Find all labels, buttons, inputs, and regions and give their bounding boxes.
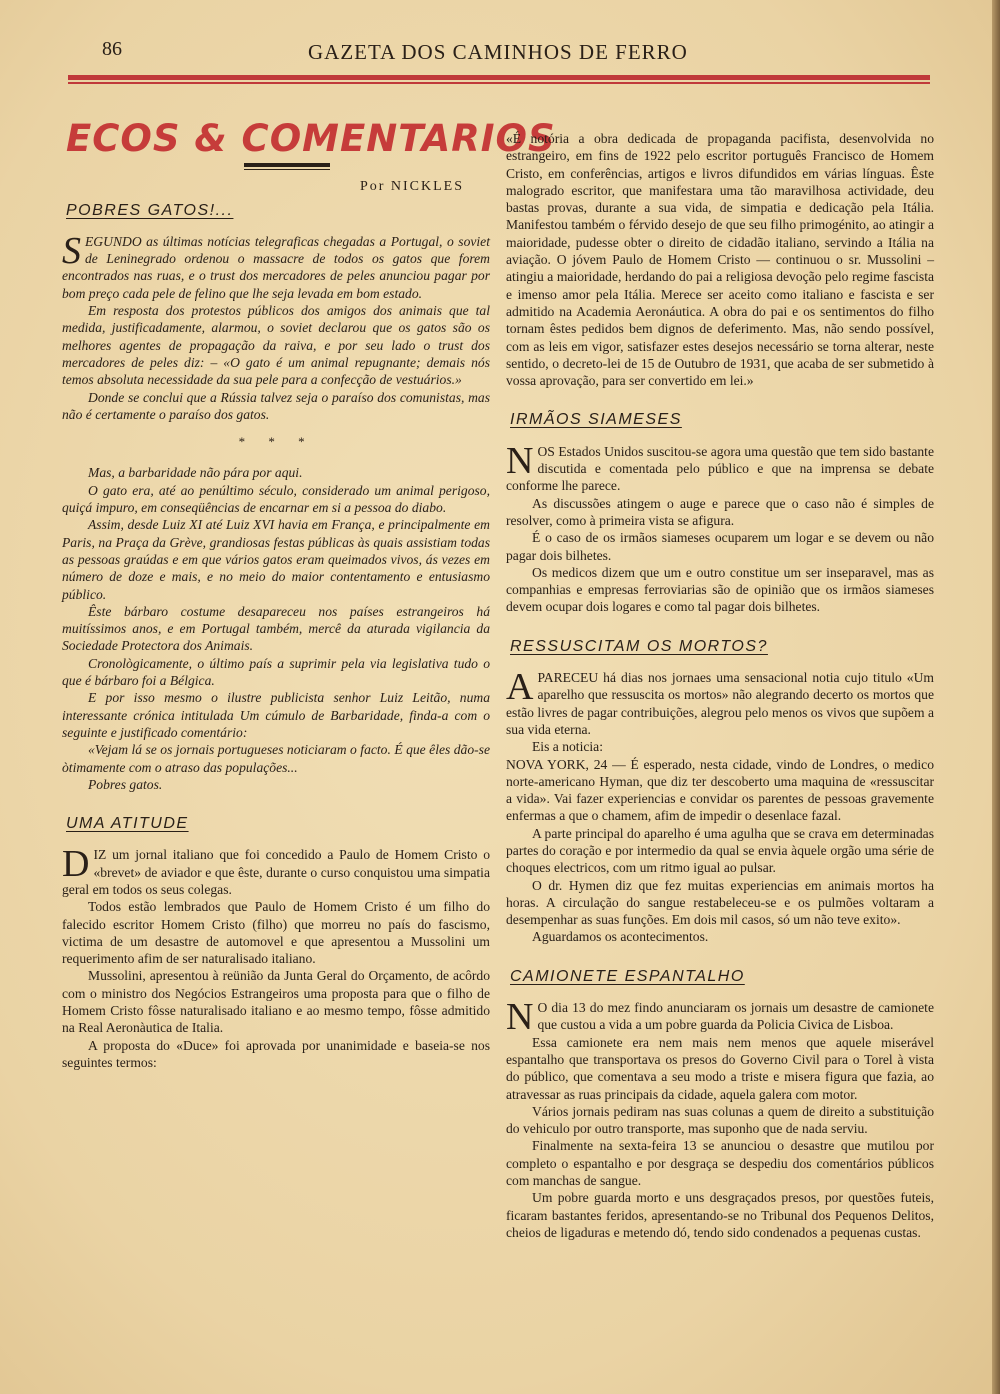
paragraph: É o caso de os irmãos siameses ocuparem um logar e se devem ou não pagar dois bilhetes. — [506, 530, 934, 563]
paragraph: NOS Estados Unidos suscitou-se agora uma questão que tem sido bastante discutida e comentada pelo público e que na imprensa se debate conforme lhe parece. — [506, 439, 934, 494]
paragraph: NOVA YORK, 24 — É esperado, nesta cidade, vindo de Londres, o medico norte-americano Hyman, que diz ter descoberto uma maquina de «ressuscitar a vida». Vai fazer experiencias e convidar os parentes de pessoas gravemente enfermas a que o chamem, afim de impedir o desenlace fazal. — [506, 756, 934, 824]
paragraph: Mussolini, apresentou à reünião da Junta Geral do Orçamento, de acôrdo com o ministro dos Negócios Estrangeiros uma proposta para que o filho de Homem Cristo fôsse naturalisado italiano e ao mesmo tempo, fôsse admitido na Real Aeronàutica de Italia. — [62, 968, 490, 1036]
header-rule-thin — [68, 82, 930, 84]
paragraph: Essa camionete era nem mais nem menos que aquele miserável espantalho que transportava os presos do Governo Civil para o Torel à vista do público, que comentava a seu modo a triste e misera figura que fazia, ao atravessar as ruas principais da cidade, aquela galera com motor. — [506, 1034, 934, 1102]
paragraph: A parte principal do aparelho é uma agulha que se crava em determinadas partes do coração e por intermedio da qual se envia àquele orgão uma série de choques electricos, com um ritmo igual ao pulsar. — [506, 825, 934, 876]
paragraph: Assim, desde Luiz XI até Luiz XVI havia em França, e principalmente em Paris, na Praça da Grève, grandiosas festas públicas às quais assistiam todas as pessoas graúdas e em que vários gatos eram queimados vivos, ás vezes em número de doze e mais, e no meio do maior contentamento e entusiasmo público. — [62, 517, 490, 602]
paragraph-continued: «É notória a obra dedicada de propaganda pacifista, desenvolvida no estrangeiro, em fins de 1922 pelo escritor português Francisco de Homem Cristo, em conferências, artigos e livros difundidos em várias línguas. Êste malogrado escritor, que manifestara uma tão maravilhosa actividade, deu bastas provas, durante a sua vida, de simpatia e dedicação pela Itália. Manifestou também o férvido desejo de que seu filho primogénito, ao atingir a maioridade, pudesse obter o direito de cidadão italiano, servindo a Itália na aviação. O jóvem Paulo de Homem Cristo — continuou o sr. Mussolini – atingiu a maioridade, herdando do pai a religiosa devoção pelo regime fascista e imenso amor pela Itália. Merece ser aceito como italiano e fascista e ser admitido na Academia Aeronáutica. A obra do pai e os sentimentos do filho tornam êstes pedidos bem dignos de deferimento. Mas, não sendo possível, com as leis em vigor, satisfazer estes desejos necessário se torna alterar, neste sentido, o decreto-lei de 15 de Outubro de 1931, que acaba de ser submetido à vossa aprovação, para ser convertido em lei.» — [506, 131, 934, 389]
section-separator: * * * — [238, 434, 314, 450]
paragraph: «Vejam lá se os jornais portugueses noticiaram o facto. É que êles dão-se òtimamente com o atraso das populações... — [62, 742, 490, 775]
paragraph: Os medicos dizem que um e outro constitue um ser inseparavel, mas as companhias e empresas ferroviarias são de opinião que os irmãos siameses devem ocupar dois logares e como tal pagar dois bilhetes. — [506, 564, 934, 615]
drop-cap: S — [62, 229, 81, 272]
left-column — [62, 117, 556, 1071]
title-divider-thin — [244, 169, 330, 170]
paragraph: Êste bárbaro costume desapareceu nos países estrangeiros há muitíssimos anos, e em Portugal também, mercê da aturada vigilancia da Sociedade Protectora dos Animais. — [62, 603, 490, 654]
paragraph: APARECEU há dias nos jornaes uma sensacional notia cujo titulo «Um aparelho que ressuscita os mortos» não alegrando decerto os mortos que estão livres de pagar contribuições, alegrou pelo menos os vivos que supõem a sua vida eterna. — [506, 666, 934, 737]
drop-cap: N — [506, 996, 534, 1039]
paragraph: A proposta do «Duce» foi aprovada por unanimidade e baseia-se nos seguintes termos: — [62, 1037, 490, 1070]
drop-cap: D — [62, 843, 90, 886]
paragraph: O gato era, até ao penúltimo século, considerado um animal perigoso, quiçá impuro, em conseqüências de encarnar em si a pessoa do diabo. — [62, 482, 490, 516]
title-divider — [244, 163, 330, 167]
right-column — [506, 130, 934, 1241]
section-body-pobres-gatos — [62, 229, 490, 793]
section-title-uma-atitude: UMA ATITUDE — [66, 815, 189, 833]
section-body-irmaos-siameses — [506, 439, 934, 616]
paragraph: Aguardamos os acontecimentos. — [532, 929, 709, 945]
paragraph: Finalmente na sexta-feira 13 se anunciou o desastre que mutilou por completo o espantalho e por desgraça se despediu dos comentários públicos com manchas de sangue. — [506, 1138, 934, 1189]
paragraph: Pobres gatos. — [88, 776, 163, 792]
paragraph: Todos estão lembrados que Paulo de Homem Cristo é um filho do falecido escritor Homem Cristo (filho) que morreu no país do fascismo, victima de um desastre de automovel e que apresentou a Mussolini um requerimento afim de ser naturalisado italiano. — [62, 899, 490, 967]
paragraph: Cronològicamente, o último país a suprimir pela via legislativa tudo o que é bárbaro foi a Bélgica. — [62, 655, 490, 689]
paragraph: E por isso mesmo o ilustre publicista senhor Luiz Leitão, numa interessante crónica intitulada Um cúmulo de Barbaridade, finda-a com o seguinte e justificado comentário: — [62, 690, 490, 740]
section-title-irmaos-siameses: IRMÃOS SIAMESES — [510, 411, 682, 429]
paragraph: Em resposta dos protestos públicos dos amigos dos animais que tal medida, justificadamente, alarmou, o soviet declarou que os gatos são os melhores agentes de propagação da raiva, e por seu lado o trust dos mercadores de peles diz: – «O gato é um animal repugnante; demais nós temos absoluta necessidade da sua pele para a confecção de vestuários.» — [62, 303, 490, 388]
paragraph: O dr. Hymen diz que fez muitas experiencias em animais mortos ha horas. A circulação do sangue restabeleceu-se e os pulmões voltaram a desempenhar as suas funções. Em dois mil casos, só um não teve exito». — [506, 877, 934, 928]
page-number: 86 — [102, 38, 122, 60]
section-body-camionete — [506, 996, 934, 1241]
paragraph: As discussões atingem o auge e parece que o caso não é simples de resolver, como à primeira vista se afigura. — [506, 495, 934, 528]
section-body-ressuscitam — [506, 666, 934, 946]
header-rule-thick — [68, 75, 930, 80]
paragraph: Eis a noticia: — [532, 739, 603, 755]
publication-title: GAZETA DOS CAMINHOS DE FERRO — [308, 40, 688, 64]
page-spine-shadow — [992, 0, 1000, 1394]
section-title-camionete: CAMIONETE ESPANTALHO — [510, 967, 745, 985]
paragraph: SEGUNDO as últimas notícias telegraficas chegadas a Portugal, o soviet de Leninegrado ordenou o massacre de todos os gatos que forem encontrados nas ruas, e o trust dos mercadores de peles anunciou pagar por bom preço cada pele de felino que lhe seja levada em bom estado. — [62, 229, 490, 301]
paragraph: Donde se conclui que a Rússia talvez seja o paraíso dos comunistas, mas não é certamente o paraíso dos gatos. — [62, 389, 490, 422]
article-byline: Por NICKLES — [359, 179, 464, 195]
section-body-uma-atitude — [62, 843, 490, 1071]
section-title-ressuscitam: RESSUSCITAM OS MORTOS? — [510, 637, 768, 655]
section-title-pobres-gatos: POBRES GATOS!... — [66, 201, 234, 219]
paragraph: Um pobre guarda morto e uns desgraçados presos, por questões futeis, ficaram bastantes feridos, apresentando-se no Tribunal dos Pequenos Delitos, cheios de ligaduras e metendo dó, tendo sido condenados a pequenas custas. — [506, 1190, 934, 1240]
drop-cap: N — [506, 439, 534, 482]
paragraph: Mas, a barbaridade não pára por aqui. — [88, 465, 303, 481]
paragraph: DIZ um jornal italiano que foi concedido a Paulo de Homem Cristo o «brevet» de aviador e que êste, durante o curso conquistou uma simpatia geral em todos os seus colegas. — [62, 843, 490, 897]
paragraph: Vários jornais pediram nas suas colunas a quem de direito a substituição do vehiculo por outro transporte, mas suponho que de nada serviu. — [506, 1103, 934, 1137]
paragraph: N O dia 13 do mez findo anunciaram os jornais um desastre de camionete que custou a vida a um pobre guarda da Policia Civica de Lisboa. — [506, 996, 934, 1039]
article-title: ECOS & COMENTARIOS — [66, 117, 556, 160]
drop-cap: A — [506, 666, 534, 709]
